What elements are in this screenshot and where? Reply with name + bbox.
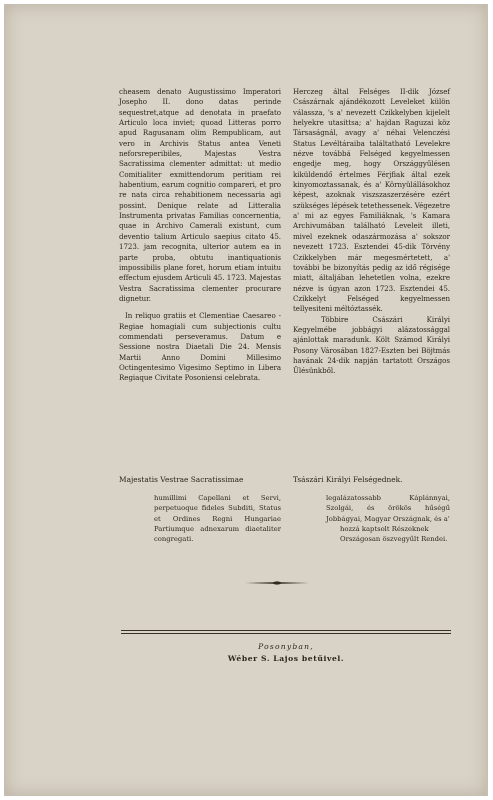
imprint-place: Posonyban, (258, 642, 314, 651)
hungarian-signature-heading: Tsászári Királyi Felségednek. (293, 475, 403, 484)
imprint-printer: Wéber S. Lajos betűivel. (227, 654, 345, 663)
ornamental-divider (243, 579, 311, 587)
imprint-rule-top (121, 630, 451, 631)
latin-signature-heading: Majestatis Vestrae Sacratissimae (119, 475, 244, 484)
hungarian-signatories (326, 493, 450, 544)
latin-column (119, 87, 281, 384)
latin-closing-paragraph: In reliquo gratiis et Clementiae Caesareo - Regiae homagiali cum subjectionis cultu commendati perseveramus. Datum e Sessione nostra Diaetali Die 24. Mensis Martii Anno Domini Millesimo Octingentesimo Vigesimo Septimo in Libera Regiaque Civitate Posoniensi celebrata. (119, 311, 281, 383)
hungarian-column (293, 87, 450, 377)
imprint-rule-bottom (121, 633, 451, 634)
hungarian-signatories-line-2: hozzá kaptsolt Részeknek Országosan öszvegyűlt Rendei. (340, 524, 448, 544)
document-page (4, 4, 488, 796)
latin-signatories: humillimi Capellani et Servi, perpetuoque fideles Subditi, Status et Ordines Regni Hungariae Partiumque adnexarum diaetaliter congregati. (154, 494, 281, 544)
hungarian-paragraph-1: Herczeg által Felséges II-dik József Császárnak ajándékozott Leveleket külön válassza, 's a' nevezett Czikkelyben kijelelt helyekre utasittsa; a' hajdan Raguzai köz Társaságnál, avagy a' néhai Velenczési Status Levéltáraiba találtatható Levelekre nézve továbbá Felséged kegyelmessen engedje meg, hogy Országgyűlésen kiküldendő értelmes Férjfiak által ezek kinyomoztassanak, és a' Környülállásokhoz képest, azoknak viszszaszerzésére ezért szükséges lépések tetethessenek. Végezetre a' mi az egyes Familiáknak, 's Kamara Archivumában található Leveleit illeti, mivel ezeknek odaszármozása a' sokszor nevezett 1723. Esztendei 45-dik Törvény Czikkelyben már megesmértetett, a' további be bizonyítás pedig az idő régisége miatt, általjában lehetetlen volna, ezekre nézve is úgyan azon 1723. Esztendei 45. Czikkelyt Felséged kegyelmessen tellyesiteni méltóztassék. (293, 87, 450, 314)
latin-paragraph-1: cheasem denato Augustissimo Imperatori Josepho II. dono datas perinde sequestret,atque ad denotata in praefato Articulo loca inviet; quoad Litteras porro apud Ragusanam olim Rempublicam, aut vero in Archivis Status antea Veneti neforsreperibiles, Majestas Vestra Sacratissima clementer admittat: ut medio Comitialiter exmittendorum peritiam rei habentium, earum cognitio compareri, et pro re nata circa rehabitionem necessaria agi possint. Denique relate ad Litteralia Instrumenta privatas Familias concernentia, quae in Archivo Camerali existunt, cum deventio talium Articulo saepius citato 45. 1723. jam recognita, ulterior autem ea in parte proba, obtutu inantiquationis impossibilis plane foret, horum etiam intuitu effectum ejusdem Articuli 45. 1723. Majestas Vestra Sacratissima clementer procurare dignetur. (119, 87, 281, 303)
hungarian-signatories-line-1: legalázatossabb Káplánnyai, Szolgái, és örökös hűségű Jobbágyai, Magyar Országnak, és a' (326, 494, 450, 523)
hungarian-closing-paragraph: Többire Császári Királyi Kegyelmébe jobbágyi alázatossággal ajánlottak maradunk. Költ Számod Királyi Posony Városában 1827-Eszten bei Böjtmás havának 24-dik napján tartatott Országos Ülésünkből. (293, 314, 450, 376)
